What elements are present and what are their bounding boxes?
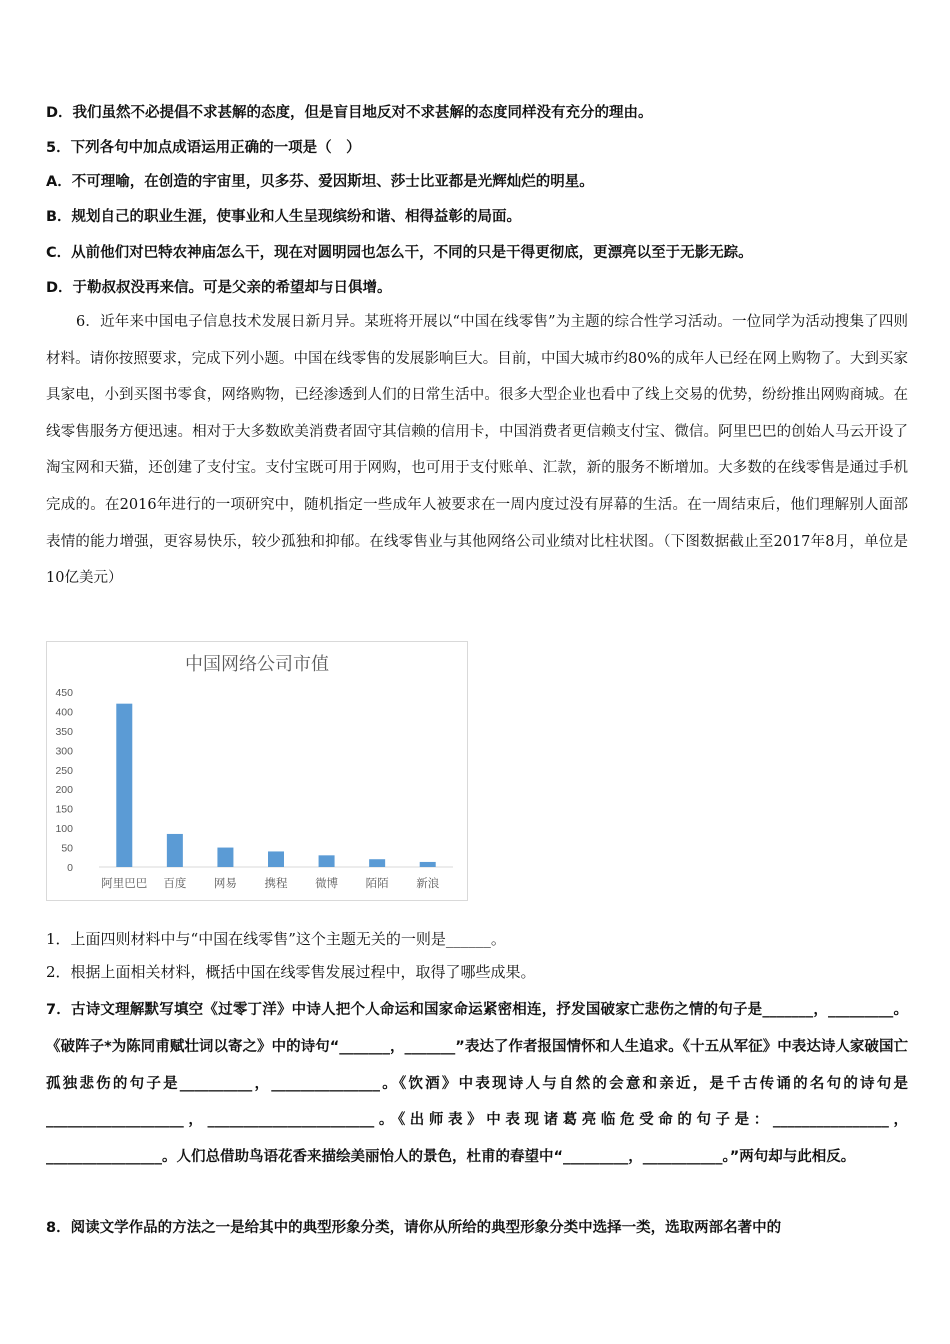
x-tick-label: 新浪 (416, 878, 440, 890)
option-d-q4: D．我们虽然不必提倡不求甚解的态度，但是盲目地反对不求甚解的态度同样没有充分的理由。 (46, 105, 653, 121)
y-tick-label: 450 (55, 687, 73, 699)
bar-5 (369, 859, 385, 867)
option-a-q5: A．不可理喻，在创造的宇宙里，贝多芬、爱因斯坦、莎士比亚都是光辉灿烂的明星。 (46, 174, 594, 190)
y-tick-label: 200 (55, 784, 73, 797)
question-6-paragraph: 6．近年来中国电子信息技术发展日新月异。某班将开展以“中国在线零售”为主题的综合性学习活动。一位同学为活动搜集了四则材料。请你按照要求，完成下列小题。中国在线零售的发展影响巨大。目前，中国大城市约80%的成年人已经在网上购物了。大到买家具家电，小到买图书零食，网络购物，已经渗透到人们的日常生活中。很多大型企业也看中了线上交易的优势，纷纷推出网购商城。在线零售服务方便迅速。相对于大多数欧美消费者固守其信赖的信用卡，中国消费者更信赖支付宝、微信。阿里巴巴的创始人马云开设了淘宝网和天猫，还创建了支付宝。支付宝既可用于网购，也可用于支付账单、汇款，新的服务不断增加。大多数的在线零售是通过手机完成的。在2016年进行的一项研究中，随机指定一些成年人被要求在一周内度过没有屏幕的生活。在一周结束后，他们理解别人面部表情的能力增强，更容易快乐，较少孤独和抑郁。在线零售业与其他网络公司业绩对比柱状图。（下图数据截止至2017年8月，单位是10亿美元） (46, 314, 908, 587)
x-tick-label: 携程 (264, 878, 288, 890)
bar-1 (167, 834, 183, 867)
sub-question-2: 2．根据上面相关材料，概括中国在线零售发展过程中，取得了哪些成果。 (46, 963, 536, 981)
x-tick-label: 微博 (315, 878, 339, 890)
y-tick-label: 100 (55, 823, 73, 836)
chart-canvas (47, 642, 467, 900)
bar-3 (268, 851, 284, 867)
option-c-q5: C．从前他们对巴特农神庙怎么干，现在对圆明园也怎么干，不同的只是干得更彻底，更漂亮以至于无影无踪。 (46, 245, 753, 261)
chart-title: 中国网络公司市值 (185, 654, 329, 674)
bar-4 (319, 855, 335, 867)
market-cap-chart (46, 641, 468, 901)
y-tick-label: 250 (55, 764, 73, 777)
bar-0 (116, 704, 132, 867)
x-tick-label: 网易 (213, 878, 237, 890)
bar-6 (420, 862, 436, 867)
x-tick-label: 百度 (163, 878, 187, 890)
question-8-stem: 8．阅读文学作品的方法之一是给其中的典型形象分类，请你从所给的典型形象分类中选择一类，选取两部名著中的 (46, 1220, 782, 1236)
y-tick-label: 350 (55, 725, 73, 738)
bar-2 (217, 848, 233, 867)
sub-question-1: 1．上面四则材料中与“中国在线零售”这个主题无关的一则是______。 (46, 930, 506, 948)
y-tick-label: 300 (55, 745, 73, 758)
option-b-q5: B．规划自己的职业生涯，使事业和人生呈现缤纷和谐、相得益彰的局面。 (46, 209, 522, 225)
y-tick-label: 400 (55, 706, 73, 719)
y-tick-label: 0 (67, 862, 73, 874)
y-tick-label: 50 (61, 842, 73, 855)
option-d-q5: D．于勒叔叔没再来信。可是父亲的希望却与日俱增。 (46, 280, 392, 296)
x-tick-label: 陌陌 (365, 878, 389, 890)
question-7-paragraph: 7．古诗文理解默写填空《过零丁洋》中诗人把个人命运和国家命运紧密相连，抒发国破家亡悲伤之情的句子是_______，_________。《破阵子*为陈同甫赋壮词以寄之》中的诗句“_______，_______”表达了作者报国情怀和人生追求。《十五从军征》中表达诗人家破国亡孤独悲伤的句子是__________，_______________。《饮酒》中表现诗人与自然的会意和亲近，是千古传诵的名句的诗句是 ___________________，_______________________。《出师表》中表现诸葛亮临危受命的句子是：________________，________________。人们总借助鸟语花香来描绘美丽怡人的景色，杜甫的春望中“_________，___________。”两句却与此相反。 (46, 1002, 908, 1166)
x-tick-label: 阿里巴巴 (101, 878, 148, 890)
question-5-stem: 5．下列各句中加点成语运用正确的一项是（ ） (46, 140, 361, 156)
y-tick-label: 150 (55, 803, 73, 816)
